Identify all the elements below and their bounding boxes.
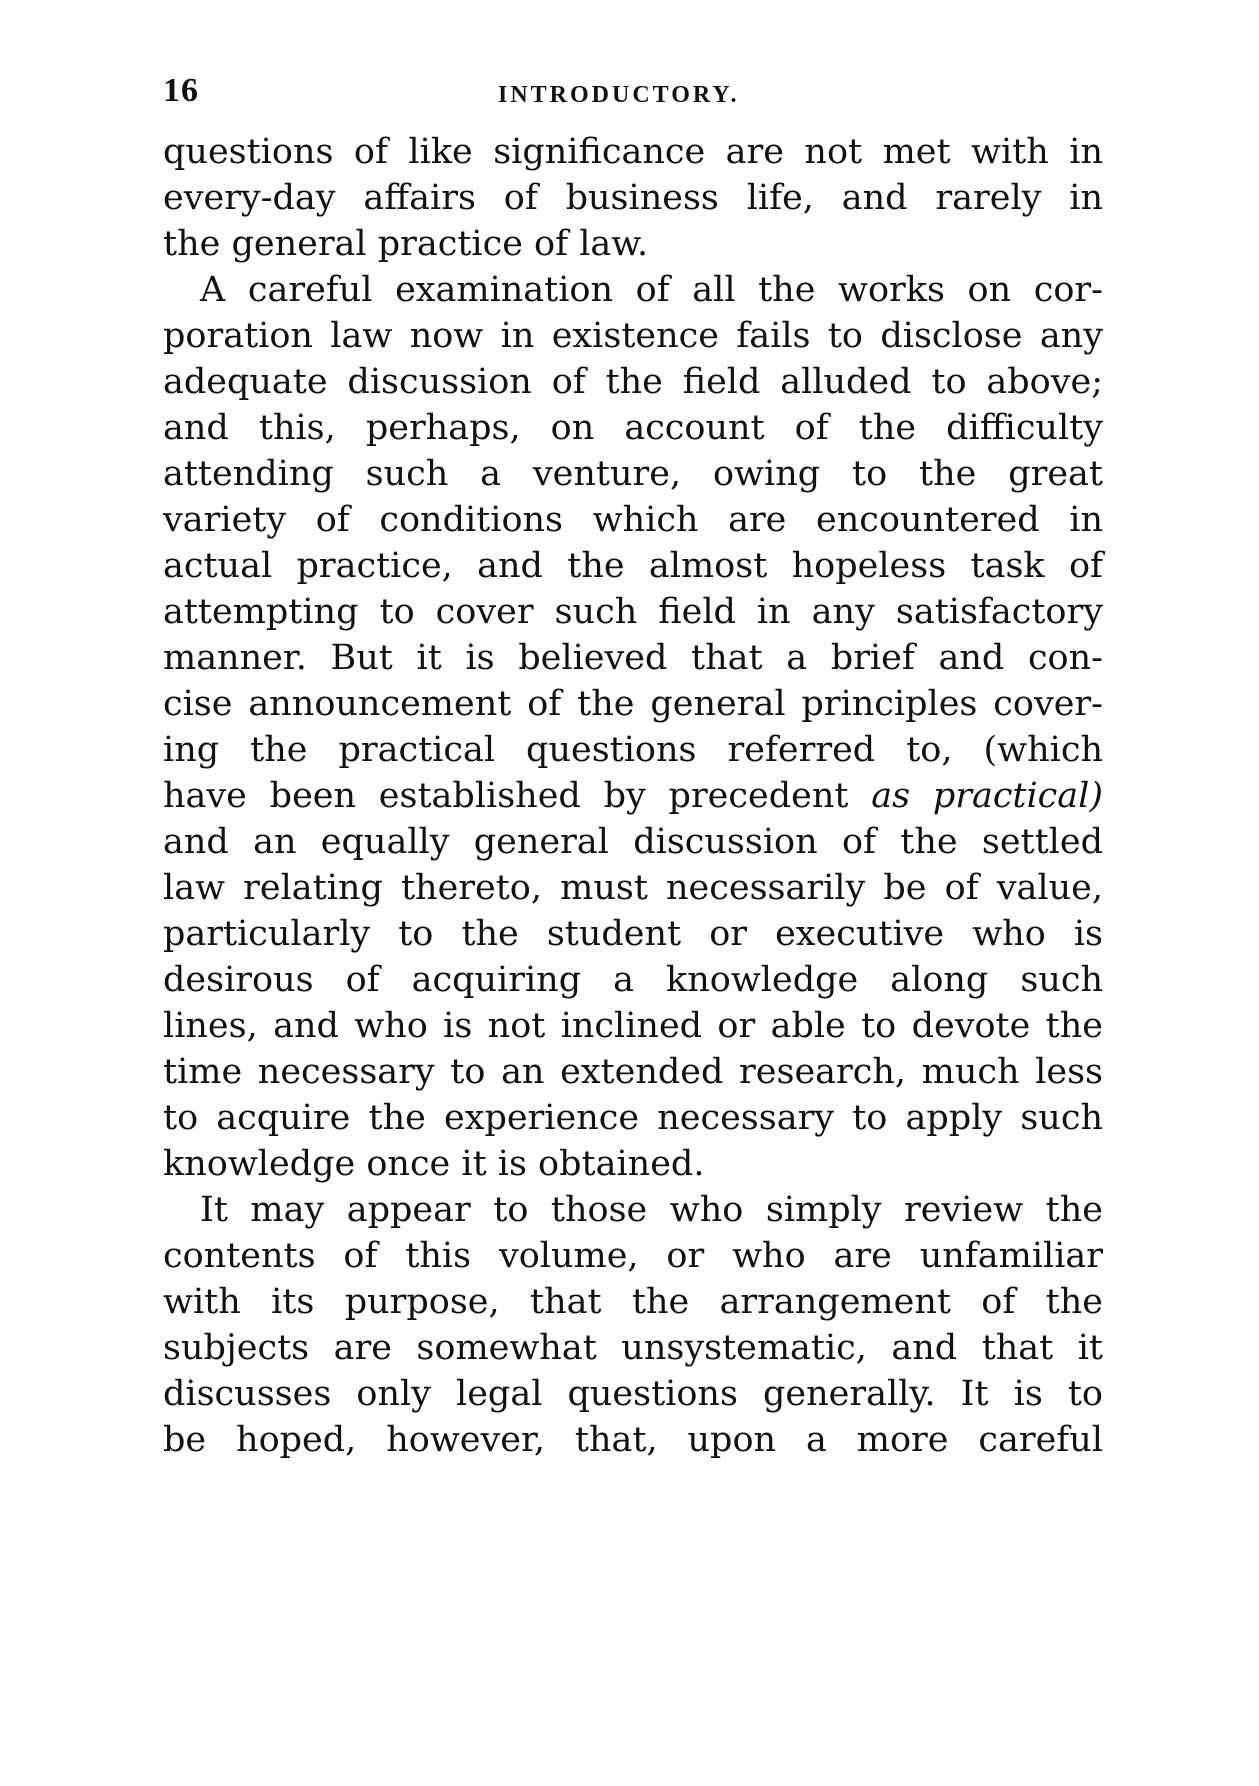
text-line: discusses only legal questions generally. It is to — [163, 1374, 1103, 1414]
text-line: law relating thereto, must necessarily be of value, — [163, 868, 1103, 908]
text-line: variety of conditions which are encountered in — [163, 500, 1103, 540]
text-line: manner. But it is believed that a brief and con- — [163, 638, 1103, 678]
paragraph-start-line: A careful examination of all the works on cor- — [200, 270, 1103, 310]
text-line: contents of this volume, or who are unfamiliar — [163, 1236, 1103, 1276]
text-line: to acquire the experience necessary to apply such — [163, 1098, 1103, 1138]
text-line: the general practice of law. — [163, 224, 649, 264]
text-line: lines, and who is not inclined or able to devote the — [163, 1006, 1103, 1046]
italic-phrase: as practical) — [871, 776, 1103, 816]
text-line: desirous of acquiring a knowledge along such — [163, 960, 1103, 1000]
text-line: subjects are somewhat unsystematic, and that it — [163, 1328, 1103, 1368]
text-line: be hoped, however, that, upon a more careful — [163, 1420, 1103, 1460]
running-head-title: INTRODUCTORY. — [498, 82, 740, 108]
text-line: and this, perhaps, on account of the difficulty — [163, 408, 1103, 448]
text-line: knowledge once it is obtained. — [163, 1144, 705, 1184]
text-line: and an equally general discussion of the settled — [163, 822, 1103, 862]
text-line: actual practice, and the almost hopeless task of — [163, 546, 1103, 586]
text-line: time necessary to an extended research, much less — [163, 1052, 1103, 1092]
text-line-with-italic — [163, 770, 1103, 822]
text-line: attending such a venture, owing to the great — [163, 454, 1103, 494]
text-line: every-day affairs of business life, and rarely in — [163, 178, 1103, 218]
text-line: questions of like significance are not met with in — [163, 132, 1103, 172]
text-line: particularly to the student or executive who is — [163, 914, 1103, 954]
text-line: with its purpose, that the arrangement of the — [163, 1282, 1103, 1322]
text-line: ing the practical questions referred to, (which — [163, 730, 1103, 770]
paragraph-start-line: It may appear to those who simply review the — [200, 1190, 1103, 1230]
text-line: poration law now in existence fails to disclose any — [163, 316, 1103, 356]
text-line: cise announcement of the general principles cover- — [163, 684, 1103, 724]
page-number: 16 — [163, 72, 199, 109]
text-line: attempting to cover such field in any satisfactory — [163, 592, 1103, 632]
text-line: adequate discussion of the field alluded to above; — [163, 362, 1103, 402]
running-head — [163, 72, 1103, 122]
text-segment: have been established by precedent — [163, 776, 849, 816]
